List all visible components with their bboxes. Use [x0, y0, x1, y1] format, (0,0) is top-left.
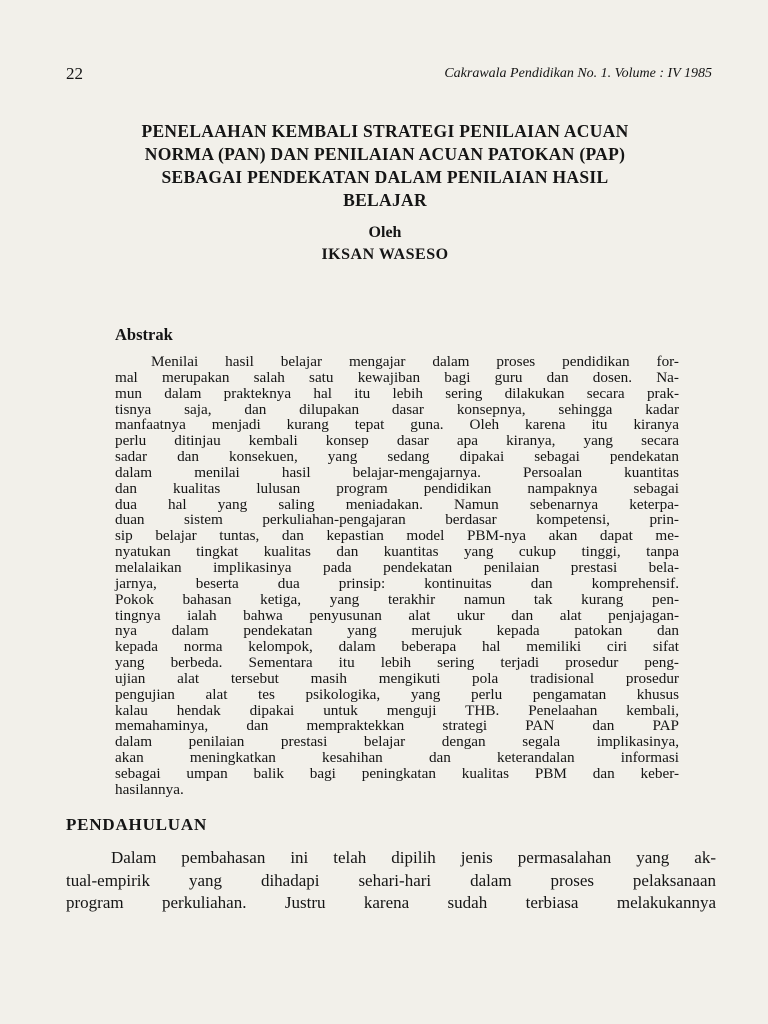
abstract-line: sip belajar tuntas, dan kepastian model PBM-nya akan dapat me- — [115, 527, 679, 545]
abstract-line: yang berbeda. Sementara itu lebih sering terjadi prosedur peng- — [115, 654, 679, 672]
abstract-line: memahaminya, dan mempraktekkan strategi PAN dan PAP — [115, 717, 679, 735]
title-line: PENELAAHAN KEMBALI STRATEGI PENILAIAN ACUAN — [141, 121, 629, 141]
abstract-line: mun dalam prakteknya hal itu lebih sering dilakukan secara prak- — [115, 384, 679, 402]
title-line: BELAJAR — [343, 190, 427, 210]
abstract-line: kepada norma kelompok, dalam beberapa hal memiliki ciri sifat — [115, 638, 679, 656]
page-number: 22 — [66, 64, 83, 83]
abstract-line: Pokok bahasan ketiga, yang terakhir namun tak kurang pen- — [115, 590, 679, 608]
abstract-line: jarnya, beserta dua prinsip: kontinuitas dan komprehensif. — [115, 574, 679, 592]
introduction-line: tual-empirik yang dihadapi sehari-hari dalam proses pelaksanaan — [66, 870, 716, 890]
abstract-line: dalam menilai hasil belajar-mengajarnya. Persoalan kuantitas — [115, 463, 679, 481]
abstract-line: Menilai hasil belajar mengajar dalam proses pendidikan for- — [151, 353, 679, 370]
section-heading-introduction: PENDAHULUAN — [66, 815, 208, 834]
introduction-body — [66, 847, 716, 915]
abstract-line: perlu ditinjau kembali konsep dasar apa kiranya, yang secara — [115, 432, 679, 450]
abstract-body — [115, 354, 679, 798]
abstract-line: nya dalam pendekatan yang merujuk kepada patokan dan — [115, 622, 679, 640]
abstract-line: hasilannya. — [115, 780, 184, 798]
abstract-line: kalau hendak dipakai untuk menguji THB. Penelaahan kembali, — [115, 701, 679, 719]
introduction-line: Dalam pembahasan ini telah dipilih jenis permasalahan yang ak- — [111, 848, 716, 867]
article-title — [60, 120, 710, 212]
abstract-line: manfaatnya menjadi kurang tepat guna. Oleh karena itu kiranya — [115, 416, 679, 434]
abstract-line: sadar dan konsekuen, yang sedang dipakai sebagai pendekatan — [115, 448, 679, 466]
abstract-line: mal merupakan salah satu kewajiban bagi guru dan dosen. Na- — [115, 368, 679, 386]
abstract-line: dua hal yang saling meniadakan. Namun sebenarnya keterpa- — [115, 495, 679, 513]
abstract-line: dan kualitas lulusan program pendidikan nampaknya sebagai — [115, 479, 679, 497]
abstract-line: sebagai umpan balik bagi peningkatan kualitas PBM dan keber- — [115, 764, 679, 782]
abstract-line: nyatukan tingkat kualitas dan kuantitas yang cukup tinggi, tanpa — [115, 543, 679, 561]
abstract-line: pengujian alat tes psikologika, yang perlu pengamatan khusus — [115, 685, 679, 703]
title-line: SEBAGAI PENDEKATAN DALAM PENILAIAN HASIL — [161, 167, 609, 187]
abstract-line: melalaikan implikasinya pada pendekatan penilaian prestasi bela- — [115, 558, 679, 576]
abstract-line: tingnya ialah bahwa penyusunan alat ukur dan alat penjajagan- — [115, 606, 679, 624]
byline-label: Oleh — [368, 224, 402, 241]
abstract-line: duan sistem perkuliahan-pengajaran berdasar kompetensi, prin- — [115, 511, 679, 529]
abstract-heading: Abstrak — [115, 325, 173, 344]
title-line: NORMA (PAN) DAN PENILAIAN ACUAN PATOKAN (PAP) — [144, 144, 626, 164]
abstract-line: akan meningkatkan kesahihan dan keterandalan informasi — [115, 749, 679, 767]
introduction-line: program perkuliahan. Justru karena sudah terbiasa melakukannya — [66, 893, 716, 912]
abstract-line: ujian alat tersebut masih mengikuti pola tradisional prosedur — [115, 669, 679, 687]
abstract-line: tisnya saja, dan dilupakan dasar konsepnya, sehingga kadar — [115, 400, 679, 418]
author-name: IKSAN WASESO — [321, 246, 449, 263]
journal-running-head: Cakrawala Pendidikan No. 1. Volume : IV 1985 — [444, 66, 712, 81]
abstract-line: dalam penilaian prestasi belajar dengan segala implikasinya, — [115, 733, 679, 751]
